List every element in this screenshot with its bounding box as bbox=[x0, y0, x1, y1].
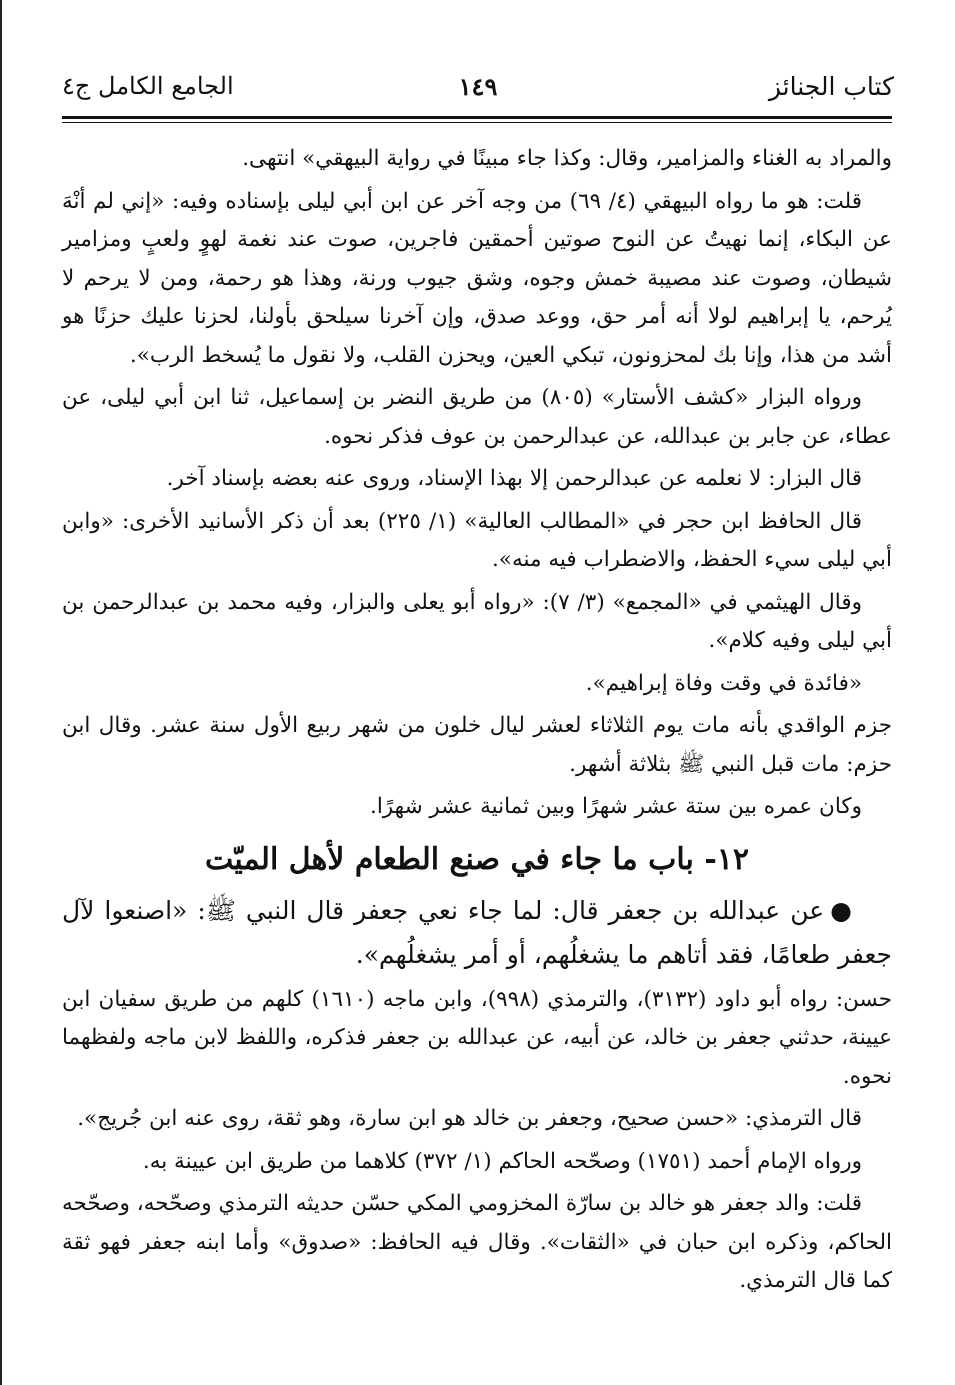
paragraph: وكان عمره بين ستة عشر شهرًا وبين ثمانية عشر شهرًا. bbox=[369, 794, 862, 819]
header-rule-thick bbox=[62, 116, 892, 119]
page-edge-line bbox=[0, 0, 2, 1385]
paragraph: قلت: هو ما رواه البيهقي (٤/ ٦٩) من وجه آخر عن ابن أبي ليلى بإسناده وفيه: «إني لم أنْهَ عن البكاء، إنما نهيتُ عن النوح صوتين أحمقين فاجرين، صوت عند نغمة لهوٍ ولعبٍ ومزامير شيطان، وصوت عند مصيبة خمش وجوه، وشق جيوب ورنة، وهذا هو رحمة، ومن لا يرحم لا يُرحم، يا إبراهيم لولا أنه أمر حق، ووعد صدق، وإن آخرنا سيلحق بأولنا، لحزنا عليك حزنًا هو أشد من هذا، وإنا بك لمحزونون، تبكي العين، ويحزن القلب، ولا نقول ما يُسخط الرب». bbox=[62, 188, 892, 368]
hadith-body: عن عبدالله بن جعفر قال: لما جاء نعي جعفر قال النبي ﷺ: «اصنعوا لآل جعفر طعامًا، فقد أتاهم ما يشغلُهم، أو أمر يشغلُهم». bbox=[62, 895, 892, 969]
commentary-paragraph: ورواه الإمام أحمد (١٧٥١) وصحّحه الحاكم (١/ ٣٧٢) كلاهما من طريق ابن عيينة به. bbox=[142, 1148, 862, 1174]
commentary-paragraph: قال الترمذي: «حسن صحيح، وجعفر بن خالد هو ابن سارة، وهو ثقة، روى عنه ابن جُريج». bbox=[77, 1106, 862, 1131]
hadith-text bbox=[62, 889, 892, 977]
chapter-heading: ١٢- باب ما جاء في صنع الطعام لأهل الميّت bbox=[204, 841, 750, 877]
commentary-paragraph: حسن: رواه أبو داود (٣١٣٢)، والترمذي (٩٩٨)، وابن ماجه (١٦١٠) كلهم من طريق سفيان ابن عيينة، حدثني جعفر بن خالد، عن أبيه، عن عبدالله بن جعفر فذكره، واللفظ لابن ماجه ولفظهما نحوه. bbox=[62, 986, 892, 1089]
book-title: الجامع الكامل ج٤ bbox=[62, 72, 234, 100]
paragraph: ورواه البزار «كشف الأستار» (٨٠٥) من طريق النضر بن إسماعيل، ثنا ابن أبي ليلى، عن عطاء، عن جابر بن عبدالله، عن عبدالرحمن بن عوف فذكر نحوه. bbox=[62, 385, 892, 449]
paragraph: «فائدة في وقت وفاة إبراهيم». bbox=[585, 670, 862, 696]
paragraph: قال الحافظ ابن حجر في «المطالب العالية» (١/ ٢٢٥) بعد أن ذكر الأسانيد الأخرى: «وابن أبي ليلى سيء الحفظ، والاضطراب فيه منه». bbox=[62, 508, 892, 572]
bullet-icon: ● bbox=[830, 895, 852, 925]
page-number: ١٤٩ bbox=[458, 72, 498, 101]
paragraph: قال البزار: لا نعلمه عن عبدالرحمن إلا بهذا الإسناد، وروى عنه بعضه بإسناد آخر. bbox=[166, 466, 862, 491]
header-rule-thin bbox=[62, 122, 892, 123]
main-text bbox=[62, 140, 892, 1301]
page-header bbox=[62, 72, 894, 112]
running-title: كتاب الجنائز bbox=[768, 72, 894, 101]
commentary-paragraph: قلت: والد جعفر هو خالد بن سارّة المخزومي المكي حسّن حديثه الترمذي وصحّحه، وصحّحه الحاكم، وذكره ابن حبان في «الثقات». وقال فيه الحافظ: «صدوق» وأما ابنه جعفر فهو ثقة كما قال الترمذي. bbox=[62, 1191, 892, 1293]
paragraph: والمراد به الغناء والمزامير، وقال: وكذا جاء مبينًا في رواية البيهقي» انتهى. bbox=[242, 146, 892, 171]
paragraph: جزم الواقدي بأنه مات يوم الثلاثاء لعشر ليال خلون من شهر ربيع الأول سنة عشر. وقال ابن حزم: مات قبل النبي ﷺ بثلاثة أشهر. bbox=[62, 713, 892, 777]
paragraph: وقال الهيثمي في «المجمع» (٣/ ٧): «رواه أبو يعلى والبزار، وفيه محمد بن عبدالرحمن بن أبي ليلى وفيه كلام». bbox=[62, 589, 892, 653]
